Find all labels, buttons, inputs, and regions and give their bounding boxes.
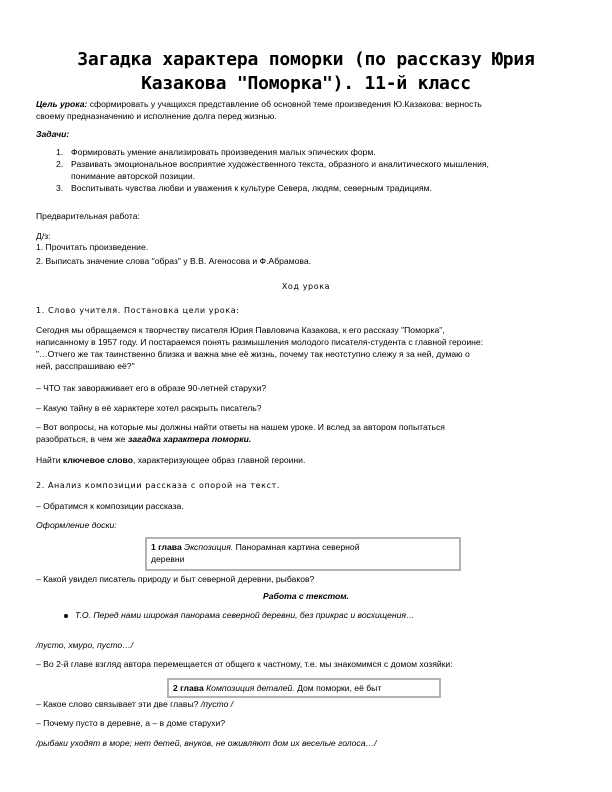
task-num-1: 1. — [56, 147, 64, 157]
question-word — [36, 698, 233, 710]
homework-label: Д/з: — [36, 231, 51, 241]
keyword-emphasis: ключевое слово — [62, 455, 133, 465]
question-3-line-2 — [36, 433, 251, 445]
bullet-icon — [64, 614, 68, 618]
prep-work: Предварительная работа: — [36, 211, 140, 221]
question-empty: – Почему пусто в деревне, а – в доме старухи? — [36, 718, 226, 728]
section2-heading: 2. Анализ композиции рассказа с опорой на текст. — [36, 481, 280, 490]
title-line-1: Загадка характера поморки (по рассказу Юрия — [77, 49, 535, 70]
question-3-text: разобраться, в чем же — [36, 434, 128, 444]
task-num-2: 2. — [56, 159, 64, 169]
box1-desc-2: деревни — [151, 554, 185, 564]
tasks-label: Задачи: — [36, 129, 70, 139]
homework-item-1: 1. Прочитать произведение. — [36, 242, 149, 252]
keyword-task — [36, 454, 305, 466]
text-work-label: Работа с текстом. — [262, 591, 350, 601]
box1-chapter: 1 глава — [151, 542, 182, 552]
task-item-2-line-2: понимание авторской позиции. — [71, 171, 196, 181]
composition-intro: – Обратимся к композиции рассказа. — [36, 501, 184, 511]
question-word-answer: /пусто / — [200, 699, 234, 709]
bullet-text-content: Т.О. Перед нами широкая панорама северной деревни, без прикрас и восхищения… — [75, 610, 415, 620]
quote-1: /пусто, хмуро, пусто…/ — [36, 640, 134, 650]
goal-line-1 — [36, 98, 482, 110]
board-box-chapter-2 — [167, 678, 441, 698]
lesson-heading: Ход урока — [281, 282, 331, 291]
section1-para-line-2: написанному в 1957 году. И постараемся понять размышления молодого писателя-студента с главной героине: — [36, 337, 484, 347]
goal-text: сформировать у учащихся представление об основной теме произведения Ю.Казакова: верность — [87, 99, 482, 109]
task-item-1: Формировать умение анализировать произведения малых эпических форм. — [71, 147, 376, 157]
box2-chapter: 2 глава — [173, 683, 204, 693]
question-3-line-1: – Вот вопросы, на которые мы должны найти ответы на нашем уроке. И вслед за автором попытаться — [36, 422, 445, 432]
bullet-text — [75, 609, 415, 621]
task-item-2-line-1: Развивать эмоциональное восприятие художественного текста, образного и аналитического мышления, — [71, 159, 489, 169]
board-box-chapter-1 — [145, 537, 461, 571]
box2-term: Композиция деталей. — [203, 683, 295, 693]
title-line-2: Казакова "Поморка"). 11-й класс — [141, 73, 471, 94]
section1-para-line-4: ней, расспрашиваю её?" — [36, 361, 135, 371]
homework-item-2: 2. Выписать значение слова "образ" у В.В. Агеносова и Ф.Абрамова. — [36, 256, 312, 266]
box1-term: Экспозиция. — [181, 542, 234, 552]
task-num-3: 3. — [56, 183, 64, 193]
quote-2: /рыбаки уходят в море; нет детей, внуков, не оживляют дом их веселые голоса…/ — [36, 738, 377, 748]
chapter-2-intro: – Во 2-й главе взгляд автора перемещается от общего к частному, т.е. мы знакомимся с домом хозяйки: — [36, 659, 453, 669]
question-word-text: – Какое слово связывает эти две главы? — [36, 699, 201, 709]
question-1: – ЧТО так завораживает его в образе 90-летней старухи? — [36, 383, 267, 393]
goal-line-2: своему предназначению и исполнение долга перед жизнью. — [36, 111, 277, 121]
question-3-emphasis: загадка характера поморки. — [127, 434, 252, 444]
page-title — [60, 48, 552, 96]
board-label: Оформление доски: — [36, 520, 117, 530]
keyword-text-a: Найти — [36, 455, 63, 465]
goal-label: Цель урока: — [36, 99, 88, 109]
section1-heading: 1. Слово учителя. Постановка цели урока: — [36, 306, 240, 315]
section1-para-line-3: "…Отчего же так таинственно близка и важна мне её жизнь, почему так неотступно слежу я за ней, думаю о — [36, 349, 470, 359]
question-nature: – Какой увидел писатель природу и быт северной деревни, рыбаков? — [36, 574, 315, 584]
box1-desc: Панорамная картина северной — [233, 542, 360, 552]
question-2: – Какую тайну в её характере хотел раскрыть писатель? — [36, 403, 262, 413]
section1-para-line-1: Сегодня мы обращаемся к творчеству писателя Юрия Павловича Казакова, к его рассказу "Поморка", — [36, 325, 445, 335]
box2-desc: Дом поморки, её быт — [294, 683, 382, 693]
task-item-3: Воспитывать чувства любви и уважения к культуре Севера, людям, северным традициям. — [71, 183, 432, 193]
keyword-text-c: , характеризующее образ главной героини. — [132, 455, 306, 465]
